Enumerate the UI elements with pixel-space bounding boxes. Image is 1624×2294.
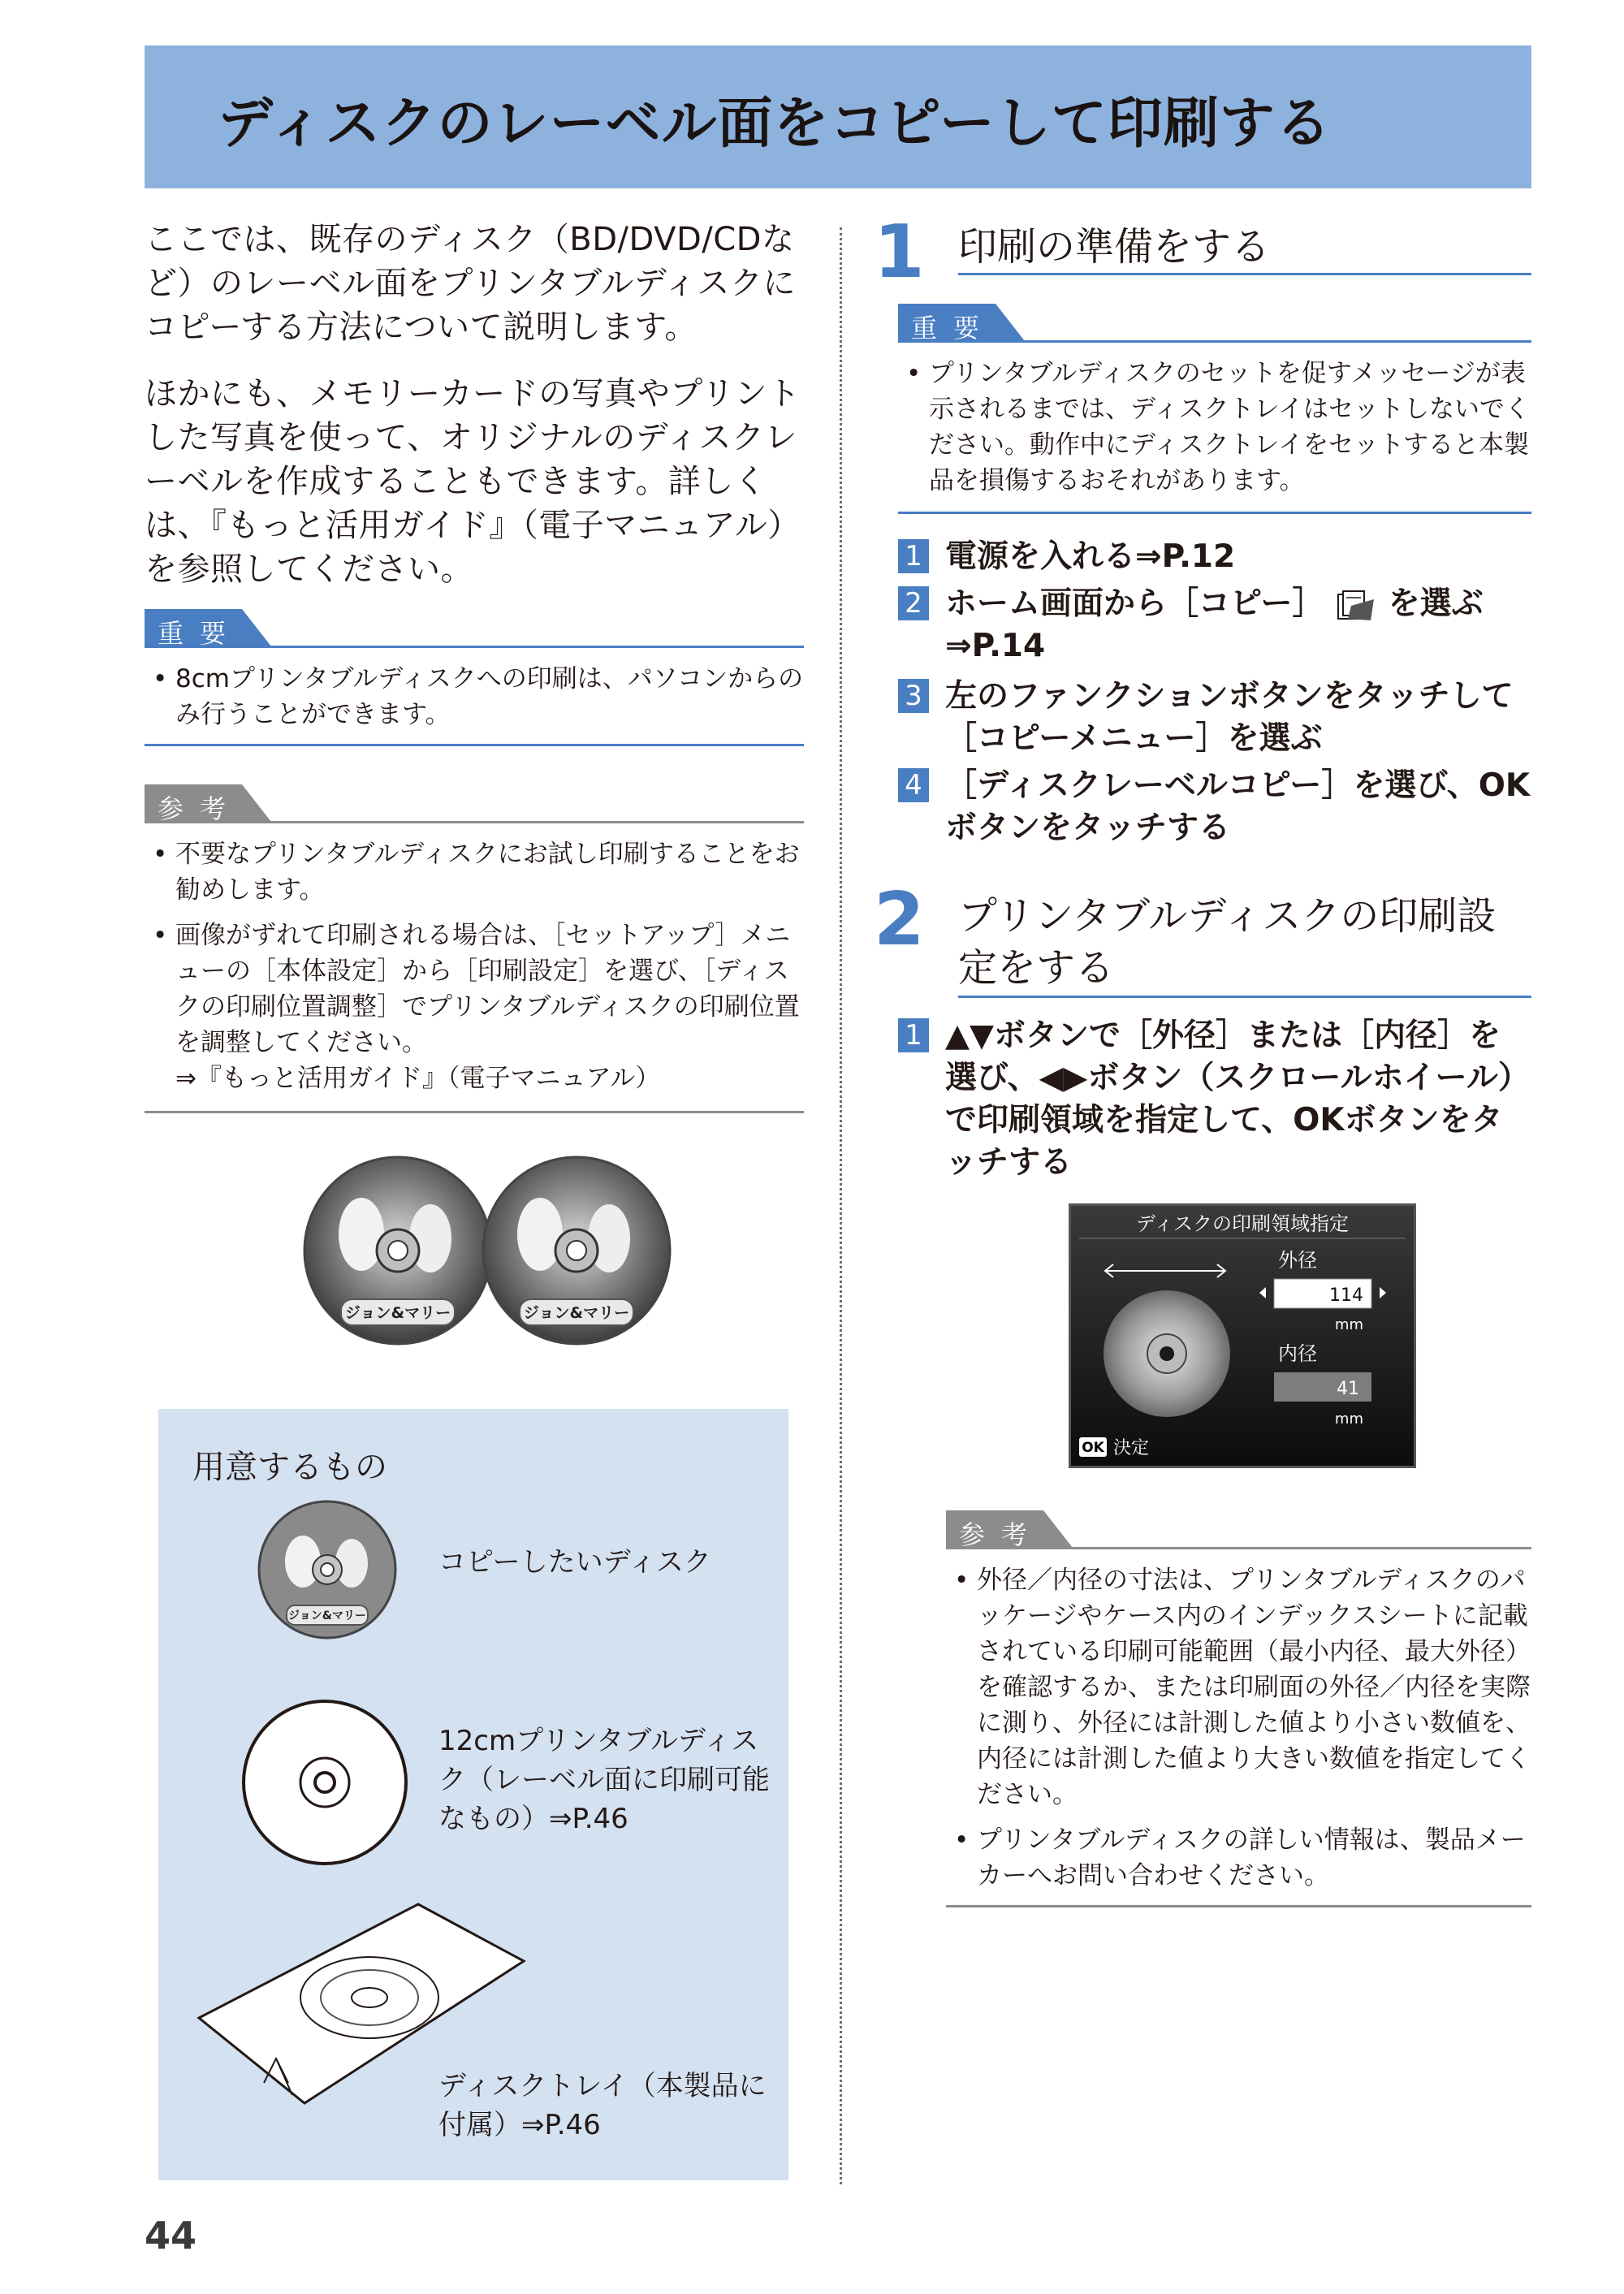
required-items-heading: 用意するもの xyxy=(192,1449,387,1486)
required-items-box xyxy=(158,1409,788,2180)
important-item: • 8cmプリンタブルディスクへの印刷は、パソコンからのみ行うことができます。 xyxy=(145,661,804,732)
section-2-title: プリンタブルディスクの印刷設定をする xyxy=(958,893,1497,991)
outer-diameter-value: 114 xyxy=(1329,1285,1363,1306)
reference-note-left xyxy=(145,784,804,1106)
screen-title: ディスクの印刷領域指定 xyxy=(1135,1212,1350,1235)
reference-item: • 画像がずれて印刷される場合は、［セットアップ］メニューの［本体設定］から［印刷設定］を選び、［ディスクの印刷位置調整］でプリンタブルディスクの印刷位置を調整してください。 ⇒『もっと活用ガイド』（電子マニュアル） xyxy=(145,918,804,1096)
important-note-right xyxy=(898,304,1531,508)
inner-diameter-value: 41 xyxy=(1337,1379,1359,1399)
printer-screen xyxy=(1069,1203,1416,1468)
reference-item: • 不要なプリンタブルディスクにお試し印刷することをお勧めします。 xyxy=(145,836,804,908)
ok-label: 決定 xyxy=(1113,1438,1150,1458)
reference-note-right xyxy=(946,1510,1531,1903)
reference-tab: 参考 xyxy=(946,1510,1531,1548)
inner-diameter-unit: mm xyxy=(1334,1411,1363,1428)
disc-left xyxy=(304,1157,491,1344)
section-2-number: 2 xyxy=(874,877,925,962)
reference-item: • プリンタブルディスクの詳しい情報は、製品メーカーへお問い合わせください。 xyxy=(946,1822,1531,1894)
required-item-text: ディスクトレイ（本製品に付属）⇒P.46 xyxy=(438,2070,767,2141)
section-1-number: 1 xyxy=(874,210,925,295)
step-1-1: 1 電源を入れる⇒P.12 xyxy=(898,536,1531,578)
required-item-text: 12cmプリンタブルディスク（レーベル面に印刷可能なもの）⇒P.46 xyxy=(438,1725,770,1835)
outer-diameter-label: 外径 xyxy=(1278,1249,1317,1272)
step-2-1: 1 ▲▼ボタンで［外径］または［内径］を選び、◀▶ボタン（スクロールホイール）で印刷領域を指定して、OKボタンをタッチする xyxy=(898,1015,1531,1184)
section-2-underline xyxy=(958,996,1531,998)
title-bar xyxy=(145,45,1531,188)
intro-paragraph-1: ここでは、既存のディスク（BD/DVD/CDなど）のレーベル面をプリンタブルディスクにコピーする方法について説明します。 xyxy=(145,221,796,346)
section-1-title: 印刷の準備をする xyxy=(958,224,1271,270)
step-1-3: 3 左のファンクションボタンをタッチして［コピーメニュー］を選ぶ xyxy=(898,676,1531,760)
column-divider xyxy=(840,227,842,2184)
reference-tab: 参考 xyxy=(145,784,804,822)
important-tab: 重要 xyxy=(898,304,1531,341)
copied-discs-illustration xyxy=(300,1153,674,1348)
inner-diameter-label: 内径 xyxy=(1278,1342,1317,1365)
blank-disc-icon xyxy=(240,1697,410,1868)
required-item-text: コピーしたいディスク xyxy=(438,1546,711,1579)
important-tab: 重要 xyxy=(145,609,804,646)
reference-item: • 外径／内径の寸法は、プリンタブルディスクのパッケージやケース内のインデックスシートに記載されている印刷可能範囲（最小内径、最大外径）を確認するか、または印刷面の外径／内径を実際に測り、外径には計測した値より小さい数値を、内径には計測した値より大きい数値を指定してください。 xyxy=(946,1562,1531,1812)
step-1-2: 2 ホーム画面から［コピー］ を選ぶ ⇒P.14 xyxy=(898,583,1531,667)
important-note-left xyxy=(145,609,804,742)
important-item: • プリンタブルディスクのセットを促すメッセージが表示されるまでは、ディスクトレイはセットしないでください。動作中にディスクトレイをセットすると本製品を損傷するおそれがあります。 xyxy=(898,356,1531,499)
svg-text:ジョン&マリー: ジョン&マリー xyxy=(288,1609,366,1622)
disc-right xyxy=(483,1157,670,1344)
printed-disc-icon xyxy=(256,1498,399,1641)
intro-paragraph-2: ほかにも、メモリーカードの写真やプリントした写真を使って、オリジナルのディスクレーベルを作成することもできます。詳しくは、『もっと活用ガイド』（電子マニュアル）を参照してください。 xyxy=(145,375,801,588)
ok-key-icon: OK xyxy=(1082,1440,1104,1456)
section-1-underline xyxy=(958,273,1531,275)
page-title: ディスクのレーベル面をコピーして印刷する xyxy=(218,92,1332,156)
outer-diameter-unit: mm xyxy=(1334,1316,1363,1333)
svg-text:ジョン&マリー: ジョン&マリー xyxy=(523,1304,630,1322)
copy-icon xyxy=(1335,590,1377,622)
step-1-4: 4 ［ディスクレーベルコピー］を選び、OKボタンをタッチする xyxy=(898,765,1531,849)
print-area-screen xyxy=(1071,1206,1414,1466)
svg-text:ジョン&マリー: ジョン&マリー xyxy=(344,1304,451,1322)
page-number: 44 xyxy=(145,2214,197,2257)
